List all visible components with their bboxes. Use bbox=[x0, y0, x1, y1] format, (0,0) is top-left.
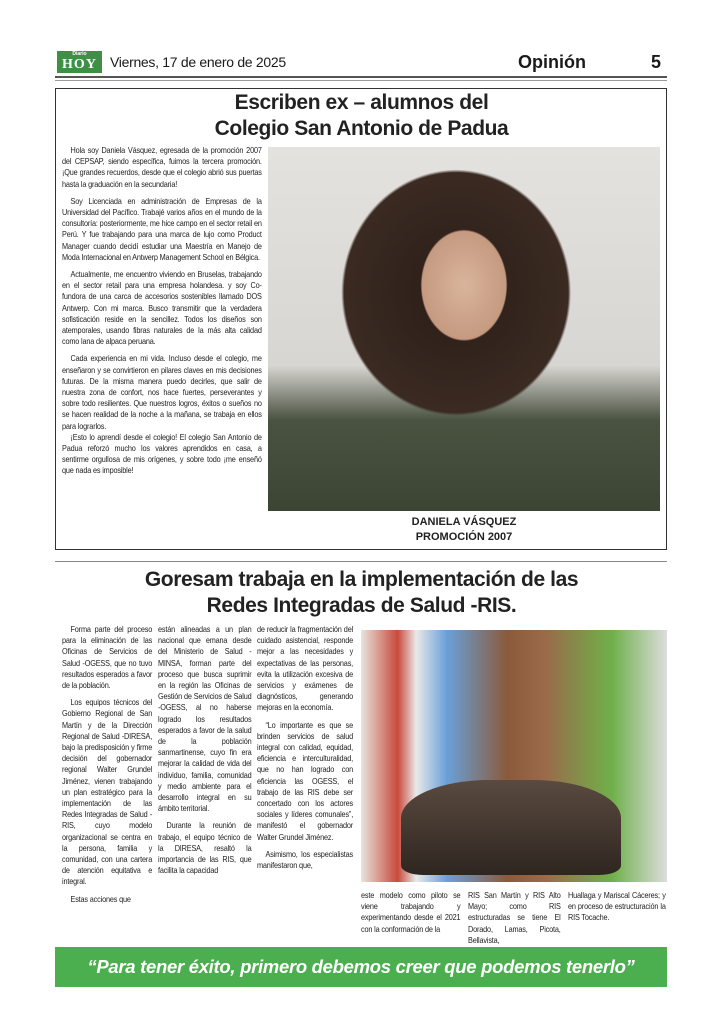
article2-column-1: Forma parte del proceso para la eliminación de las Oficinas de Servicios de Salud -OGESS, que no tuvo resultados esperados a favor de la población. Los equipos técnicos del Gobierno Regional de San Martín y de la Dirección Regional de Salud -DIRESA, bajo la predisposición y firme decisión del gobernador regional Walter Grundel Jiménez, vienen trabajando un plan estratégico para la implementación de las Redes Integradas de Salud -RIS, cuyo modelo organizacional se centra en la persona, familia y comunidad, con una cartera de atención equitativa e integral. Estas acciones que bbox=[62, 624, 153, 904]
page-number: 5 bbox=[651, 52, 662, 72]
article2-column-4: este modelo como piloto se viene trabajando y experimentando desde el 2021 con la conformación de la bbox=[361, 890, 461, 934]
article2-column-5: RIS San Martín y RIS Alto Mayo; como RIS estructuradas se tiene El Dorado, Lamas, Picota, Bellavista, bbox=[468, 890, 561, 945]
header-rule bbox=[55, 76, 667, 78]
article2-column-3: de reducir la fragmentación del cuidado asistencial, responde mejor a las necesidades y expectativas de las personas, evita la utilización excesiva de servicios y exámenes de diagnósticos, generando mejoras en la economía. “Lo importante es que se brinden servicios de salud integral con calidad, equidad, eficiencia e interculturalidad, que no han logrado con eficiencia las OGESS, el trabajo de las RIS debe ser concertado con los actores sociales y líderes comunales”, manifestó el gobernador Walter Grundel Jiménez. Asimismo, los especialistas manifestaron que, bbox=[257, 624, 354, 871]
diario-hoy-logo: Diario HOY bbox=[57, 51, 102, 73]
portrait-photo bbox=[268, 147, 660, 511]
article2-headline: Goresam trabaja en la implementación de las Redes Integradas de Salud -RIS. bbox=[144, 568, 579, 617]
section-divider bbox=[55, 561, 667, 562]
issue-date: Viernes, 17 de enero de 2025 bbox=[110, 54, 286, 70]
header-rule-thin bbox=[55, 80, 667, 81]
article1-headline: Escriben ex – alumnos del Colegio San Antonio de Padua bbox=[214, 91, 509, 140]
article1-body: Hola soy Daniela Vásquez, egresada de la promoción 2007 del CEPSAP, siendo específica, fuimos la tercera promoción. ¡Que grandes recuerdos, desde que el colegio abrió sus puertas hasta la graduación en la secundaria! Soy Licenciada en administración de Empresas de la Universidad del Pacífico. Trabajé varios años en el mundo de la consultoría: posteriormente, me hice campo en el sector retail en Perú. Y fue trabajando para una marca de lujo como Product Manager cuando decidí estudiar una Maestría en Manejo de Moda Internacional en Antwerp Management School en Bélgica. Actualmente, me encuentro viviendo en Bruselas, trabajando en el sector retail para una empresa holandesa. y soy Co-fundora de una carca de accesorios sostenibles llamado DOS Antwerp. Con mi marca. Busco transmitir que la verdadera sofisticación reside en la sencillez. Todos los diseños son atemporales, usando fibras naturales de la más alta calidad como lana de alpaca peruana. Cada experiencia en mi vida. Incluso desde el colegio, me enseñaron y se convirtieron en pilares claves en mis decisiones futuras. De la misma manera puedo decirles, que salir de nuestra zona de confort, nos hace fuertes, perseverantes y sobre todo resilientes. Que nuestros logros, éxitos o sueños no se hacen realidad de la noche a la mañana, se trabaja en ellos para lograrlos. ¡Esto lo aprendí desde el colegio! El colegio San Antonio de Padua reforzó mucho los valores aprendidos en casa, a sentirme orgullosa de mis orígenes, y sobre todo ¡me enseñó que nada es imposible! bbox=[62, 145, 262, 476]
meeting-photo bbox=[361, 630, 667, 882]
section-title: Opinión bbox=[518, 52, 586, 72]
meeting-table bbox=[401, 780, 621, 875]
photo-caption: DANIELA VÁSQUEZ PROMOCIÓN 2007 bbox=[411, 516, 517, 543]
article2-column-6: Huallaga y Mariscal Cáceres; y en proceso de estructuración la RIS Tocache. bbox=[568, 890, 666, 923]
quote-banner: “Para tener éxito, primero debemos creer que podemos tenerlo” bbox=[55, 947, 667, 987]
article2-column-2: están alineadas a un plan nacional que emana desde del Ministerio de Salud -MINSA, forman parte del proceso que busca suprimir en la región las Oficinas de Gestión de Servicios de Salud -OGESS, al no haberse logrado los resultados esperados a favor de la salud de la población sanmartinense, cuyo fin era mejorar la calidad de vida del individuo, familia, comunidad y medio ambiente para el desarrollo integral en su ámbito territorial. Durante la reunión de trabajo, el equipo técnico de la DIRESA, resaltó la importancia de las RIS, que facilita la capacidad bbox=[158, 624, 252, 876]
